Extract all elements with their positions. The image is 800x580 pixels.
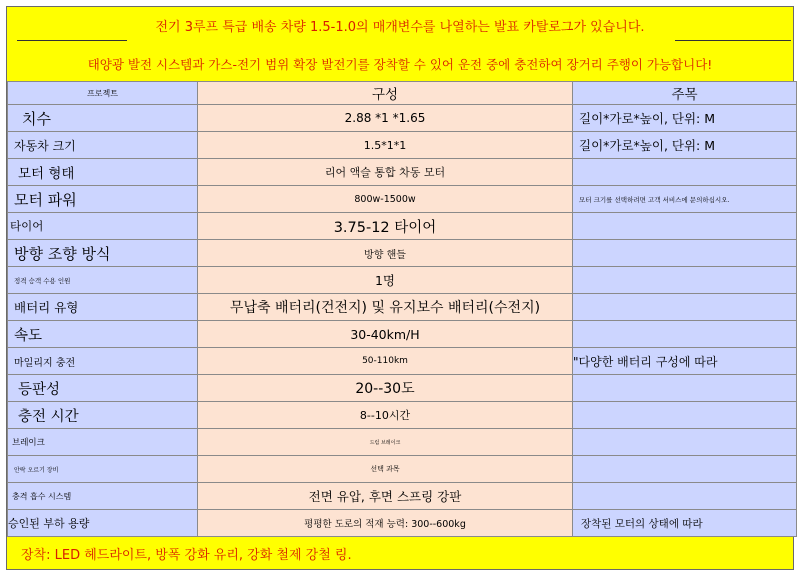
col-header-notes: 주목: [573, 82, 797, 105]
row-config: 평평한 도로의 적재 능력: 300--600kg: [198, 510, 573, 537]
table-row: [8, 132, 797, 159]
row-config: 50-110km: [198, 348, 573, 375]
row-config: 30-40km/H: [198, 321, 573, 348]
row-config: 3.75-12 타이어: [198, 213, 573, 240]
row-name: 속도: [8, 321, 198, 348]
spec-table: [7, 81, 797, 537]
row-config: 1명: [198, 267, 573, 294]
row-config: 20--30도: [198, 375, 573, 402]
row-note: [573, 159, 797, 186]
row-note: 장착된 모터의 상태에 따라: [573, 510, 797, 537]
footer-equipment: [7, 537, 793, 569]
row-note: 길이*가로*높이, 단위: M: [573, 132, 797, 159]
row-config: 리어 액슬 통합 차동 모터: [198, 159, 573, 186]
row-note: 길이*가로*높이, 단위: M: [573, 105, 797, 132]
row-note: [573, 429, 797, 456]
row-note: "다양한 배터리 구성에 따라: [573, 348, 797, 375]
spec-sheet: [6, 6, 794, 570]
row-config: 전면 유압, 후면 스프링 강판: [198, 483, 573, 510]
table-row: [8, 429, 797, 456]
row-name: 모터 형태: [8, 159, 198, 186]
row-name: 승인된 부하 용량: [8, 510, 198, 537]
table-row: [8, 186, 797, 213]
row-config: 드럼 브레이크: [198, 429, 573, 456]
table-row: [8, 375, 797, 402]
row-config: 2.88 *1 *1.65: [198, 105, 573, 132]
row-name: 자동차 크기: [8, 132, 198, 159]
row-name: 등판성: [8, 375, 198, 402]
col-header-project: 프로젝트: [8, 82, 198, 105]
col-header-config: 구성: [198, 82, 573, 105]
table-row: [8, 294, 797, 321]
table-row: [8, 348, 797, 375]
row-config: 방향 핸들: [198, 240, 573, 267]
row-name: 방향 조향 방식: [8, 240, 198, 267]
row-name: 안락 오르기 장비: [8, 456, 198, 483]
row-config: 800w-1500w: [198, 186, 573, 213]
table-header-row: [8, 82, 797, 105]
table-row: [8, 510, 797, 537]
table-row: [8, 483, 797, 510]
row-note: [573, 240, 797, 267]
row-name: 배터리 유형: [8, 294, 198, 321]
table-row: [8, 240, 797, 267]
row-note: [573, 456, 797, 483]
row-config: 8--10시간: [198, 402, 573, 429]
row-note: [573, 375, 797, 402]
row-note: [573, 267, 797, 294]
row-note: [573, 321, 797, 348]
row-config: 무납축 배터리(건전지) 및 유지보수 배터리(수전지): [198, 294, 573, 321]
row-note: [573, 213, 797, 240]
row-note: 모터 크기를 선택하려면 고객 서비스에 문의하십시오.: [573, 186, 797, 213]
row-name: 타이어: [8, 213, 198, 240]
footer-text: 장착: LED 헤드라이트, 방폭 강화 유리, 강화 철제 강철 링.: [21, 547, 352, 563]
row-config: 1.5*1*1: [198, 132, 573, 159]
row-name: 충격 흡수 시스템: [8, 483, 198, 510]
row-name: 치수: [8, 105, 198, 132]
row-note: [573, 483, 797, 510]
divider-left: [17, 40, 127, 41]
row-name: 정격 승객 수용 인원: [8, 267, 198, 294]
table-row: [8, 213, 797, 240]
row-name: 브레이크: [8, 429, 198, 456]
row-config: 선택 과목: [198, 456, 573, 483]
title-line-1: 전기 3루프 특급 배송 차량 1.5-1.0의 매개변수를 나열하는 발표 카탈로그가 있습니다.: [155, 19, 645, 35]
row-note: [573, 294, 797, 321]
title-line-2: 태양광 발전 시스템과 가스-전기 범위 확장 발전기를 장착할 수 있어 운전 중에 충전하여 장거리 주행이 가능합니다!: [87, 57, 713, 72]
table-row: [8, 456, 797, 483]
table-row: [8, 321, 797, 348]
table-row: [8, 267, 797, 294]
divider-right: [675, 40, 791, 41]
table-row: [8, 159, 797, 186]
row-note: [573, 402, 797, 429]
row-name: 마일리지 충전: [8, 348, 198, 375]
row-name: 모터 파워: [8, 186, 198, 213]
table-row: [8, 105, 797, 132]
row-name: 충전 시간: [8, 402, 198, 429]
table-row: [8, 402, 797, 429]
